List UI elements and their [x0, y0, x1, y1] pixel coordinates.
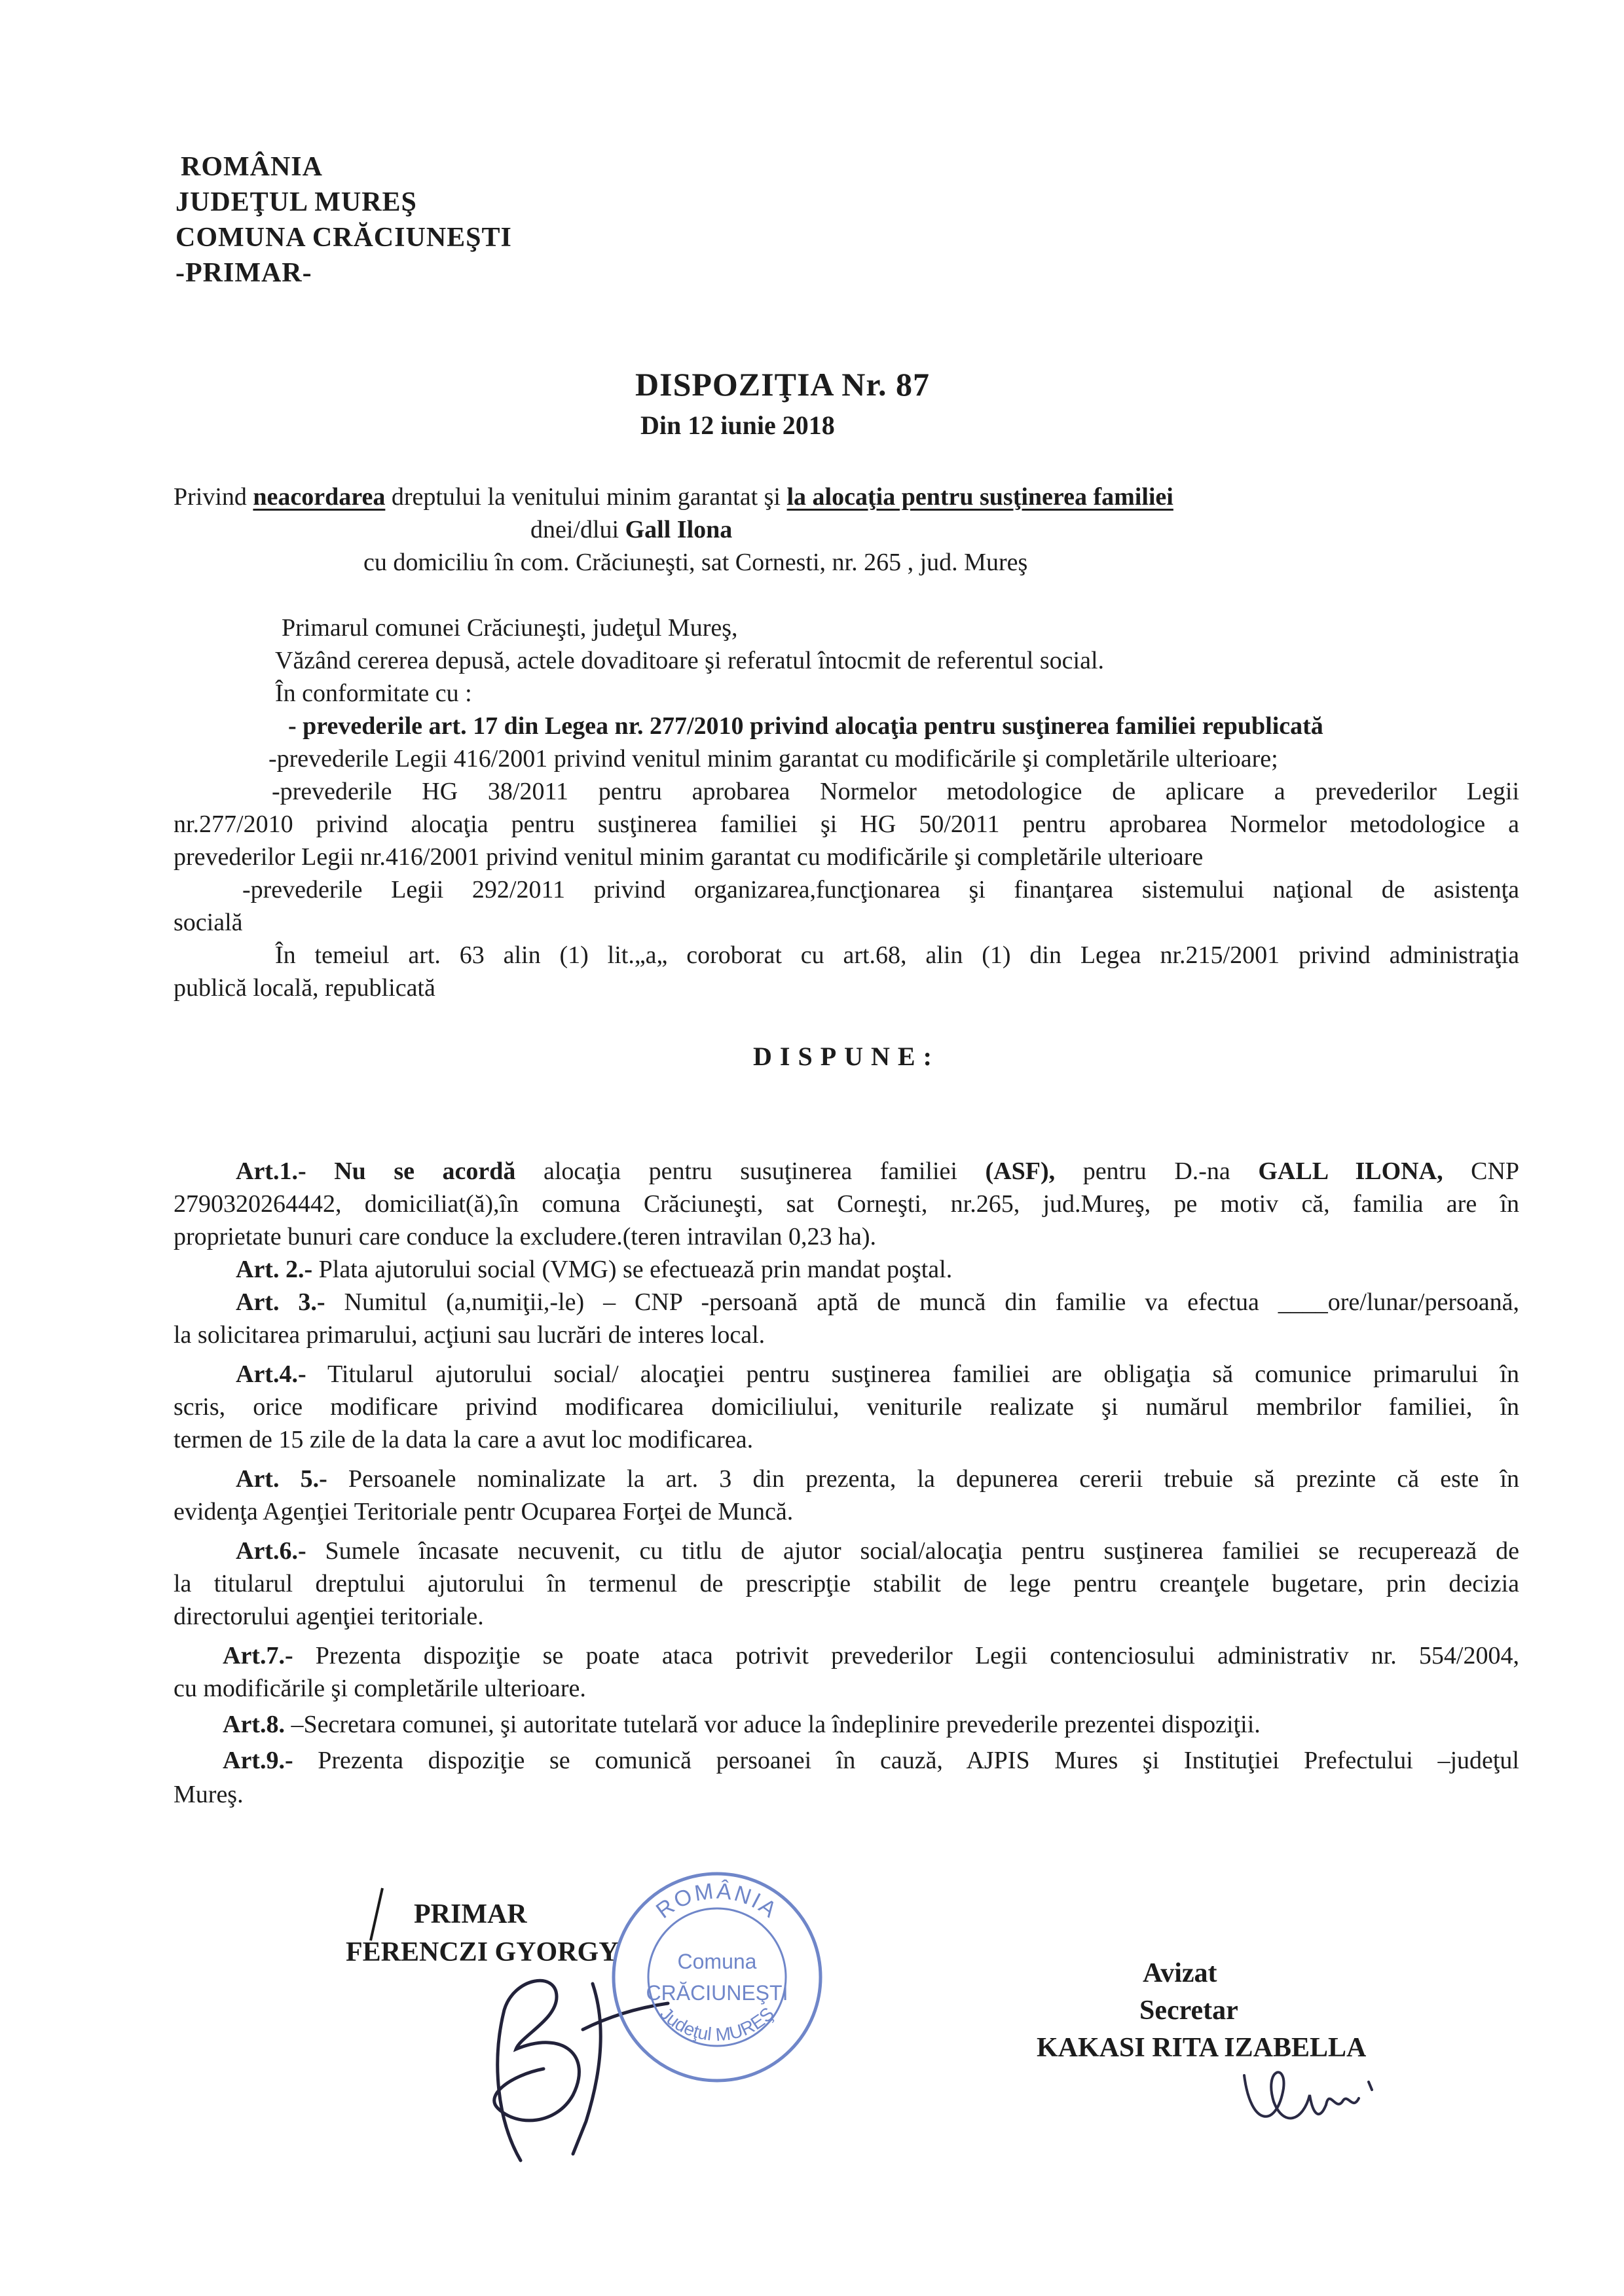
mayor-title: PRIMAR [414, 1899, 527, 1929]
article-4-line-3: termen de 15 zile de la data la care a avut loc modificarea. [174, 1426, 754, 1453]
preamble-basis-line-1: În temeiul art. 63 alin (1) lit.„a„ coroborat cu art.68, alin (1) din Legea nr.215/2001 privind administraţia [275, 941, 1519, 969]
article-1-name: GALL ILONA, [1258, 1157, 1443, 1185]
article-1-line-3: proprietate bunuri care conduce la excludere.(teren intravilan 0,23 ha). [174, 1223, 876, 1250]
article-1-text-2: pentru D.-na [1082, 1157, 1230, 1185]
article-6-line-2: la titularul dreptului ajutorului în termenul de prescripţie stabilit de lege pentru creanţele bugetare, prin decizia [174, 1570, 1519, 1597]
article-7-label: Art.7.- [223, 1642, 293, 1669]
preamble-mayor: Primarul comunei Crăciuneşti, judeţul Mureş, [282, 614, 738, 642]
article-4-text: Titularul ajutorului social/ alocaţiei pentru susţinerea familiei are obligaţia să comunice primarului în [327, 1360, 1519, 1388]
document-title: DISPOZIŢIA Nr. 87 [635, 366, 930, 403]
article-6-label: Art.6.- [236, 1537, 306, 1565]
header-office: -PRIMAR- [175, 258, 312, 288]
article-1-refusal: Nu se acordă [334, 1157, 516, 1185]
preamble-basis-line-2: publică locală, republicată [174, 974, 435, 1002]
preamble-hg-line-2: nr.277/2010 privind alocaţia pentru susţinerea familiei şi HG 50/2011 pentru aprobarea Normelor metodologice a [174, 811, 1519, 838]
stamp-bottom-text: Judeţul MUREŞ [656, 2003, 779, 2045]
article-2-text: Plata ajutorului social (VMG) se efectuează prin mandat poştal. [318, 1256, 953, 1283]
header-block [175, 149, 512, 291]
subject-allowance: la alocaţia pentru susţinerea familiei [786, 483, 1173, 511]
header-country: ROMÂNIA [181, 152, 323, 182]
preamble-considering: Văzând cererea depusă, actele dovaditoare şi referatul întocmit de referentul social. [275, 647, 1105, 674]
article-4-label: Art.4.- [236, 1360, 306, 1388]
article-5-label: Art. 5.- [236, 1465, 327, 1493]
preamble-hg-line-1: -prevederile HG 38/2011 pentru aprobarea Normelor metodologice de aplicare a prevederilor Legii [272, 778, 1519, 805]
article-5-line-2: evidenţa Agenţiei Teritoriale pentr Ocuparea Forţei de Muncă. [174, 1498, 794, 1525]
preamble-law-277: - prevederile art. 17 din Legea nr. 277/2010 privind alocaţia pentru susţinerea familiei republicată [288, 712, 1323, 740]
stamp-line-1: Comuna [677, 1950, 757, 1973]
article-3-line-2: la solicitarea primarului, acţiuni sau lucrări de interes local. [174, 1321, 766, 1349]
article-6-text: Sumele încasate necuvenit, cu titlu de ajutor social/alocaţia pentru susţinerea familiei se recuperează de [325, 1537, 1519, 1565]
article-9-label: Art.9.- [223, 1747, 293, 1774]
preamble-law-292-line-2: socială [174, 909, 243, 936]
article-9-line-1 [223, 1741, 1519, 1779]
article-6-line-3: directorului agenţiei teritoriale. [174, 1603, 484, 1630]
preamble-law-292-line-1: -prevederile Legii 292/2011 privind organizarea,funcţionarea şi finanţarea sistemului naţional de asistenţa [242, 876, 1519, 903]
article-1-label: Art.1.- [236, 1157, 306, 1185]
header-commune: COMUNA CRĂCIUNEŞTI [175, 223, 512, 253]
subject-addressee-prefix: dnei/dlui [530, 516, 619, 543]
official-stamp [609, 1869, 825, 2085]
preamble-conformity: În conformitate cu : [275, 680, 472, 707]
subject-line-3: cu domiciliu în com. Crăciuneşti, sat Cornesti, nr. 265 , jud. Mureş [363, 549, 1028, 576]
article-3-label: Art. 3.- [236, 1288, 325, 1316]
article-2-label: Art. 2.- [236, 1256, 313, 1283]
svg-text:Judeţul MUREŞ [656, 2003, 778, 2045]
preamble-law-416: -prevederile Legii 416/2001 privind venitul minim garantat cu modificările şi completările ulterioare; [268, 745, 1278, 773]
article-5-text: Persoanele nominalizate la art. 3 din prezenta, la depunerea cererii trebuie să prezinte că este în [348, 1465, 1520, 1493]
article-4-line-2: scris, orice modificare privind modificarea domiciliului, veniturile realizate şi numărul membrilor familiei, în [174, 1393, 1519, 1421]
article-8-label: Art.8. [223, 1711, 285, 1738]
subject-refusal: neacordarea [253, 483, 386, 511]
article-1-text-1: alocaţia pentru susuţinerea familiei [543, 1157, 957, 1185]
endorsement-label: Avizat [1143, 1958, 1217, 1988]
header-county: JUDEŢUL MUREŞ [175, 187, 417, 217]
preamble-hg-line-3: prevederilor Legii nr.416/2001 privind venitul minim garantat cu modificările şi completările ulterioare [174, 843, 1204, 871]
article-3-text: Numitul (a,numiţii,-le) – CNP -persoană aptă de muncă din familie va efectua ____ore/lunar/persoană, [344, 1288, 1520, 1316]
subject-addressee-name: Gall Ilona [625, 516, 733, 543]
secretary-signature [1238, 2049, 1395, 2134]
article-8-text: –Secretara comunei, şi autoritate tutelară vor aduce la îndeplinire prevederile prezentei dispoziţii. [291, 1711, 1261, 1738]
subject-middle: dreptului la venitului minim garantat şi [391, 483, 781, 511]
secretary-title: Secretar [1139, 1995, 1238, 2026]
stamp-line-2: CRĂCIUNEŞTI [646, 1981, 788, 2005]
document-date: Din 12 iunie 2018 [640, 410, 835, 440]
pen-tick-mark [367, 1886, 386, 1944]
article-1-line-2: 2790320264442, domiciliat(ă),în comuna Crăciuneşti, sat Corneşti, nr.265, jud.Mureş, pe motiv că, familia are în [174, 1190, 1519, 1218]
article-9-text: Prezenta dispoziţie se comunică persoanei în cauză, AJPIS Mures şi Instituţiei Prefectului –judeţul [318, 1747, 1519, 1774]
article-7-line-2: cu modificările şi completările ulterioare. [174, 1675, 586, 1702]
article-8 [223, 1705, 1261, 1743]
mayor-name: FERENCZI GYORGY [346, 1937, 619, 1967]
article-9-line-2: Mureş. [174, 1781, 244, 1808]
article-1-cnp-label: CNP [1471, 1157, 1520, 1185]
stamp-top-text: ROMÂNIA [652, 1878, 783, 1923]
subject-prefix: Privind [174, 483, 247, 511]
article-1-asf: (ASF), [985, 1157, 1056, 1185]
article-7-text: Prezenta dispoziţie se poate ataca potrivit prevederilor Legii contenciosului administrativ nr. 554/2004, [315, 1642, 1519, 1669]
dispune-heading: DISPUNE: [753, 1042, 940, 1071]
secretary-name: KAKASI RITA IZABELLA [1037, 2033, 1367, 2063]
